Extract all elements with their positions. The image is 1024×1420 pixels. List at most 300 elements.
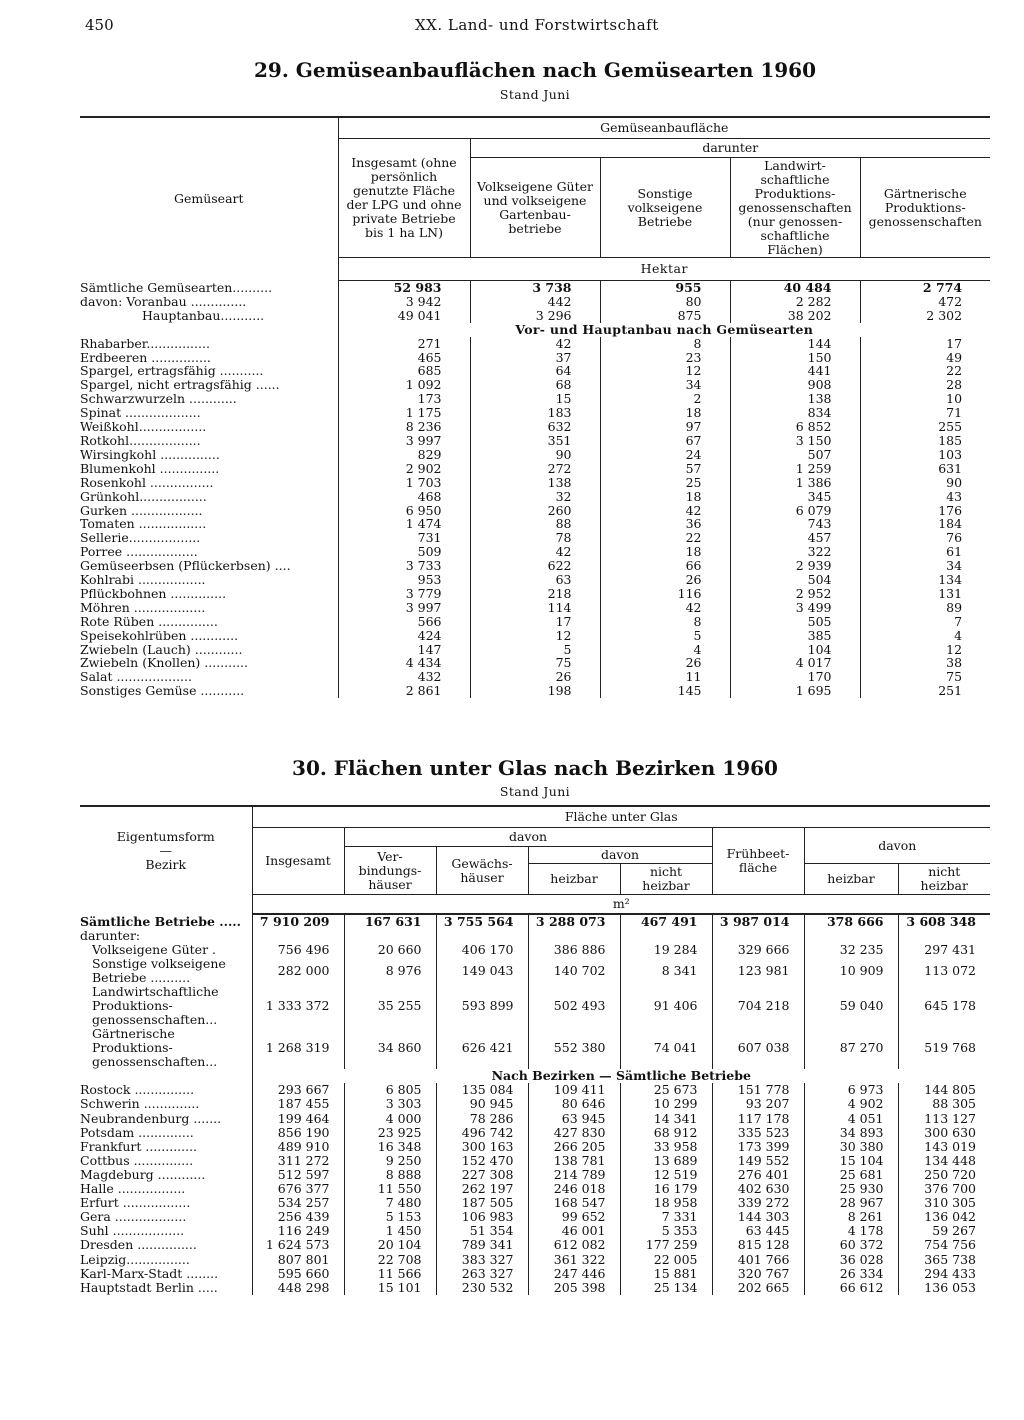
table30-row-header: [80, 806, 252, 895]
table29-row-cell: 908: [730, 378, 860, 392]
table29-row-cell: 89: [860, 601, 990, 615]
table29-row-cell: 6 950: [338, 504, 470, 518]
table29-row-cell: 42: [470, 545, 600, 559]
table29-total-row-cell: 80: [600, 295, 730, 309]
table29-darunter-header: darunter: [470, 139, 990, 158]
table29-total-row-label: Sämtliche Gemüsearten..........: [80, 280, 273, 295]
table30-bezirk-row-label: Rostock ...............: [80, 1083, 195, 1098]
table30-owner-row-cell: 87 270: [804, 1027, 898, 1069]
table30-bezirk-row-cell: 152 470: [436, 1154, 528, 1168]
table30-bezirk-row-cell: 173 399: [712, 1140, 804, 1154]
table30-owner-row-label: Gärtnerische Produktions-genossenschaften...: [92, 1027, 218, 1070]
table29-row-cell: 64: [470, 364, 600, 378]
table30-owner-row-cell: 149 043: [436, 957, 528, 985]
table29-row-cell: 184: [860, 517, 990, 531]
table29-row: [80, 420, 990, 434]
table30-bezirk-row-cell: 227 308: [436, 1168, 528, 1182]
table29-row-header: Gemüseart: [80, 117, 338, 281]
table30-bezirk-row-cell: 109 411: [528, 1083, 620, 1097]
table30-bezirk-row-label: Halle .................: [80, 1182, 186, 1197]
table29-row-cell: 34: [600, 378, 730, 392]
table30-bezirk-row-cell: 136 042: [898, 1210, 990, 1224]
table29-row-cell: 685: [338, 364, 470, 378]
table29-unit: Hektar: [338, 258, 990, 281]
table29-row-cell: 509: [338, 545, 470, 559]
table30-bezirk-row: [80, 1097, 990, 1111]
table30-bezirk-row-cell: 187 455: [252, 1097, 344, 1111]
table29-row-cell: 28: [860, 378, 990, 392]
table29-row-cell: 1 474: [338, 517, 470, 531]
table29-row-cell: 88: [470, 517, 600, 531]
table29-row-cell: 170: [730, 670, 860, 684]
table29-total-row-cell: 2 774: [860, 281, 990, 295]
table29-row: [80, 364, 990, 378]
table30-bezirk-row-cell: 144 303: [712, 1210, 804, 1224]
table29-total-row-cell: 40 484: [730, 281, 860, 295]
table29-total-row-cell: 3 942: [338, 295, 470, 309]
table29-group-header: Gemüseanbaufläche: [338, 117, 990, 139]
table30-bezirk-row-cell: 26 334: [804, 1267, 898, 1281]
table30-bezirk-row: [80, 1253, 990, 1267]
table30-owner-row-cell: 756 496: [252, 943, 344, 957]
table29-row-cell: 42: [470, 337, 600, 351]
table29-row-cell: 25: [600, 476, 730, 490]
table29-row-cell: 17: [860, 337, 990, 351]
table30-bezirk-row-cell: 136 053: [898, 1281, 990, 1295]
table29-row-label: Blumenkohl ...............: [80, 461, 220, 476]
table30-bezirk-row-cell: 361 322: [528, 1253, 620, 1267]
table29-row-cell: 8 236: [338, 420, 470, 434]
table29-row: [80, 656, 990, 670]
table30-bezirk-row-cell: 93 207: [712, 1097, 804, 1111]
table29-row-cell: 260: [470, 504, 600, 518]
table30-bezirk-row-cell: 36 028: [804, 1253, 898, 1267]
table29-row-cell: 90: [860, 476, 990, 490]
chapter-title: XX. Land- und Forstwirtschaft: [415, 16, 659, 34]
table30-bezirk-row-cell: 9 250: [344, 1154, 436, 1168]
table29-row-label: Rhabarber................: [80, 336, 210, 351]
table30-bezirk-row-cell: 8 888: [344, 1168, 436, 1182]
table30-owner-row-cell: 19 284: [620, 943, 712, 957]
table30-bezirk-row-cell: 63 445: [712, 1224, 804, 1238]
table29-row-label: Gurken ..................: [80, 503, 203, 518]
table29-row-cell: 144: [730, 337, 860, 351]
table30-bezirk-row-cell: 12 519: [620, 1168, 712, 1182]
table29-row-cell: 566: [338, 615, 470, 629]
table29-row-label: Rosenkohl ................: [80, 475, 214, 490]
table29-row-cell: 505: [730, 615, 860, 629]
table29-row-cell: 3 150: [730, 434, 860, 448]
table30-owner-row-label: Landwirtschaftliche Produktions-genossenschaften...: [92, 985, 219, 1028]
table30-bezirk-row-cell: 10 299: [620, 1097, 712, 1111]
table30-bezirk-row-cell: 116 249: [252, 1224, 344, 1238]
table30-owner-row-cell: 3 608 348: [898, 914, 990, 929]
table29-row-cell: 75: [860, 670, 990, 684]
table30-bezirk-row-cell: 856 190: [252, 1126, 344, 1140]
table30-bezirk-row-cell: 205 398: [528, 1281, 620, 1295]
table30-owner-row-cell: 1 333 372: [252, 985, 344, 1027]
table29-row: [80, 559, 990, 573]
table30-bezirk-row-cell: 177 259: [620, 1238, 712, 1252]
table29-row-cell: 138: [470, 476, 600, 490]
table30-bezirk-row-cell: 149 552: [712, 1154, 804, 1168]
table29-row: [80, 406, 990, 420]
table30-owner-row-label: darunter:: [80, 929, 141, 944]
table30-owner-row-cell: 59 040: [804, 985, 898, 1027]
table30-bezirk-row-cell: 4 178: [804, 1224, 898, 1238]
table30-bezirk-row-cell: 106 983: [436, 1210, 528, 1224]
table30-owner-row-cell: 704 218: [712, 985, 804, 1027]
table30-owner-row-cell: [436, 929, 528, 943]
table30-col-nicht-heizbar-1: nicht heizbar: [620, 864, 712, 895]
table30-bezirk-row-cell: 376 700: [898, 1182, 990, 1196]
table30-bezirk-row-cell: 59 267: [898, 1224, 990, 1238]
page-header: [85, 16, 990, 40]
table29-row-cell: 78: [470, 531, 600, 545]
table29-row-cell: 345: [730, 490, 860, 504]
table29-row-cell: 63: [470, 573, 600, 587]
table29-row-cell: 26: [600, 656, 730, 670]
table29-row-cell: 114: [470, 601, 600, 615]
table30-bezirk-row-cell: 276 401: [712, 1168, 804, 1182]
table30-col-heizbar-1: heizbar: [528, 864, 620, 895]
table30-owner-row-cell: 607 038: [712, 1027, 804, 1069]
table30-owner-row-cell: 123 981: [712, 957, 804, 985]
table30-owner-row-cell: 3 755 564: [436, 914, 528, 929]
table29-row-label: Wirsingkohl ...............: [80, 447, 220, 462]
table29-total-row: [80, 309, 990, 323]
table30-bezirk-row: [80, 1182, 990, 1196]
table30-col-verbindung: Ver-bindungs-häuser: [344, 847, 436, 895]
table30-bezirk-row-cell: 51 354: [436, 1224, 528, 1238]
table30-bezirk-row-cell: 202 665: [712, 1281, 804, 1295]
table30-col-gewaechs: Gewächs-häuser: [436, 847, 528, 895]
table30-bezirk-row-cell: 25 930: [804, 1182, 898, 1196]
table30-title: 30. Flächen unter Glas nach Bezirken 1960: [292, 756, 778, 780]
table29-col-gpg: Gärtnerische Produktions-genossenschaften: [860, 158, 990, 258]
table29-row-cell: 18: [600, 490, 730, 504]
table30-owner-row-cell: [898, 929, 990, 943]
table29-row-cell: 23: [600, 351, 730, 365]
table29-row-cell: 66: [600, 559, 730, 573]
table30-owner-row-cell: 329 666: [712, 943, 804, 957]
table30-bezirk-row-cell: 320 767: [712, 1267, 804, 1281]
table30-bezirk-row-cell: 6 973: [804, 1083, 898, 1097]
table29-row-cell: 103: [860, 448, 990, 462]
table30-bezirk-row-cell: 13 689: [620, 1154, 712, 1168]
table29-row-cell: 147: [338, 643, 470, 657]
table29-row-cell: 97: [600, 420, 730, 434]
table29-row-cell: 67: [600, 434, 730, 448]
table30-bezirk-row-label: Cottbus ...............: [80, 1153, 194, 1168]
table30-owner-row-cell: 467 491: [620, 914, 712, 929]
table30-bezirk-row-label: Schwerin ..............: [80, 1097, 200, 1112]
table30-bezirk-row-label: Magdeburg ............: [80, 1167, 206, 1182]
table30-bezirk-row: [80, 1154, 990, 1168]
table29-total-row-cell: 38 202: [730, 309, 860, 323]
table30-row-header-2: Bezirk: [145, 856, 187, 872]
table30-owner-row: [80, 914, 990, 929]
table29-row-cell: 183: [470, 406, 600, 420]
table30-davon-1: davon: [344, 828, 712, 847]
table30-bezirk-row-cell: 815 128: [712, 1238, 804, 1252]
table29-col-insgesamt: Insgesamt (ohne persönlich genutzte Fläche der LPG und ohne private Betriebe bis 1 ha LN): [338, 139, 470, 258]
table30-bezirk-row-cell: 113 127: [898, 1112, 990, 1126]
table29-row-cell: 22: [600, 531, 730, 545]
table29-total-row-cell: 2 282: [730, 295, 860, 309]
table30-group-header: Fläche unter Glas: [252, 806, 990, 828]
table29-row-cell: 504: [730, 573, 860, 587]
table29-row-label: Kohlrabi .................: [80, 573, 206, 587]
table29-row: [80, 476, 990, 490]
table30-owner-row-cell: 8 341: [620, 957, 712, 985]
table30-bezirk-row-cell: 7 331: [620, 1210, 712, 1224]
table30-bezirk-row-cell: 22 005: [620, 1253, 712, 1267]
table29-row: [80, 684, 990, 698]
table29-row: [80, 545, 990, 559]
table29-row: [80, 378, 990, 392]
table29-row-cell: 2 861: [338, 684, 470, 698]
table30-bezirk-row-cell: 8 261: [804, 1210, 898, 1224]
table30-bezirk-row-cell: 25 673: [620, 1083, 712, 1097]
table30-owner-row-cell: 1 268 319: [252, 1027, 344, 1069]
table29-row: [80, 670, 990, 684]
table30-bezirk-row-cell: 117 178: [712, 1112, 804, 1126]
table29-row-cell: 42: [600, 601, 730, 615]
table29-row: [80, 504, 990, 518]
table29-row-cell: 468: [338, 490, 470, 504]
table30-bezirk-row-cell: 25 681: [804, 1168, 898, 1182]
table29-row-cell: 43: [860, 490, 990, 504]
table30-bezirk-row-cell: 266 205: [528, 1140, 620, 1154]
table30-col-insgesamt: Insgesamt: [252, 828, 344, 895]
table29-row-label: Sellerie..................: [80, 531, 201, 546]
table29-row-cell: 1 092: [338, 378, 470, 392]
table30-bezirk-row-label: Potsdam ..............: [80, 1125, 194, 1140]
table29-row-cell: 834: [730, 406, 860, 420]
table30-bezirk-row-cell: 25 134: [620, 1281, 712, 1295]
table29-row: [80, 531, 990, 545]
table30-col-heizbar-2: heizbar: [804, 864, 898, 895]
table30-bezirk-row-cell: 311 272: [252, 1154, 344, 1168]
table30-bezirk-row-cell: 63 945: [528, 1112, 620, 1126]
page-number: 450: [85, 16, 114, 34]
table29-row-label: Tomaten .................: [80, 517, 207, 532]
table29-row-cell: 385: [730, 629, 860, 643]
table30-bezirk-row-cell: 4 902: [804, 1097, 898, 1111]
table30-bezirk-row-cell: 230 532: [436, 1281, 528, 1295]
table30-bezirk-row-label: Suhl ..................: [80, 1224, 185, 1239]
table30-owner-row-cell: 406 170: [436, 943, 528, 957]
table30-bezirk-row-cell: 4 000: [344, 1112, 436, 1126]
table30-owner-row-cell: [344, 929, 436, 943]
table30-bezirk-row-cell: 15 101: [344, 1281, 436, 1295]
table29-row-cell: 3 733: [338, 559, 470, 573]
table30-bezirk-row-cell: 99 652: [528, 1210, 620, 1224]
table30-owner-row-cell: 74 041: [620, 1027, 712, 1069]
table30-bezirk-row: [80, 1224, 990, 1238]
table29-row: [80, 392, 990, 406]
table30-bezirk-row-cell: 214 789: [528, 1168, 620, 1182]
table30-owner-row: [80, 957, 990, 985]
table30-bezirk-row-cell: 14 341: [620, 1112, 712, 1126]
table29-row-cell: 272: [470, 462, 600, 476]
table30-bezirk-row-cell: 138 781: [528, 1154, 620, 1168]
table30-bezirk-row-cell: 789 341: [436, 1238, 528, 1252]
table29-row-cell: 743: [730, 517, 860, 531]
table29-row-cell: 42: [600, 504, 730, 518]
table29-row-cell: 68: [470, 378, 600, 392]
table30-bezirk-row-cell: 1 624 573: [252, 1238, 344, 1252]
table30-bezirk-row-cell: 11 566: [344, 1267, 436, 1281]
table30-owner-row-cell: 552 380: [528, 1027, 620, 1069]
table29-row-cell: 457: [730, 531, 860, 545]
table30-bezirk-row-cell: 168 547: [528, 1196, 620, 1210]
table30-bezirk-row-cell: 23 925: [344, 1126, 436, 1140]
table30-bezirk-row-cell: 33 958: [620, 1140, 712, 1154]
table29-row-cell: 116: [600, 587, 730, 601]
table29-row-cell: 4: [600, 643, 730, 657]
table29-row-cell: 2: [600, 392, 730, 406]
table30-owner-row-cell: [620, 929, 712, 943]
table29-total-row-cell: 52 983: [338, 281, 470, 295]
table30-owner-row-label: Sämtliche Betriebe .....: [80, 914, 242, 929]
table30-bezirk-row-cell: 256 439: [252, 1210, 344, 1224]
table29-row-cell: 5: [600, 629, 730, 643]
table29: [80, 116, 990, 698]
table29-row-cell: 632: [470, 420, 600, 434]
table29-row-cell: 18: [600, 406, 730, 420]
table30-subtitle: Stand Juni: [499, 784, 571, 799]
table30-row-header-dash: —: [159, 842, 172, 858]
table29-total-row-cell: 442: [470, 295, 600, 309]
table30-row-header-1: Eigentumsform: [116, 828, 215, 844]
table30-owner-row: [80, 1027, 990, 1069]
table30-bezirk-row-cell: 263 327: [436, 1267, 528, 1281]
table29-row-cell: 76: [860, 531, 990, 545]
table30-owner-row-label: Volkseigene Güter .: [92, 943, 216, 958]
table30-bezirk-row-cell: 143 019: [898, 1140, 990, 1154]
table29-row-cell: 12: [860, 643, 990, 657]
table29-row-cell: 173: [338, 392, 470, 406]
table29-row: [80, 615, 990, 629]
table29-row-cell: 322: [730, 545, 860, 559]
table30-bezirk-row-label: Leipzig................: [80, 1252, 190, 1267]
table30-bezirk-row-label: Hauptstadt Berlin .....: [80, 1280, 218, 1295]
table30-bezirk-row-cell: 7 480: [344, 1196, 436, 1210]
table30-owner-row-cell: 519 768: [898, 1027, 990, 1069]
table30-bezirk-row-cell: 46 001: [528, 1224, 620, 1238]
table29-row-label: Grünkohl.................: [80, 489, 207, 504]
table29-row-cell: 71: [860, 406, 990, 420]
table29-row: [80, 490, 990, 504]
table29-row-cell: 3 997: [338, 601, 470, 615]
table29-row-cell: 198: [470, 684, 600, 698]
table30-bezirk-row-cell: 262 197: [436, 1182, 528, 1196]
table30-bezirk-row-cell: 15 104: [804, 1154, 898, 1168]
table30-bezirk-row-cell: 401 766: [712, 1253, 804, 1267]
table29-row-cell: 424: [338, 629, 470, 643]
table30-bezirk-row-cell: 16 348: [344, 1140, 436, 1154]
table30-bezirk-row-cell: 144 805: [898, 1083, 990, 1097]
table29-total-row-cell: 955: [600, 281, 730, 295]
table30-owner-row-cell: 140 702: [528, 957, 620, 985]
table30-owner-row-cell: 10 909: [804, 957, 898, 985]
table29-row-cell: 32: [470, 490, 600, 504]
table29-total-row-label: Hauptanbau...........: [142, 308, 265, 323]
table29-row-cell: 4: [860, 629, 990, 643]
table30-bezirk-row: [80, 1210, 990, 1224]
table29-row-cell: 104: [730, 643, 860, 657]
table29-row-label: Rote Rüben ...............: [80, 614, 218, 629]
table30-owner-row-cell: 3 987 014: [712, 914, 804, 929]
table29-row-label: Spinat ...................: [80, 406, 201, 421]
table29-row-cell: 251: [860, 684, 990, 698]
table30-bezirk-row: [80, 1267, 990, 1281]
table30-owner-row: [80, 985, 990, 1027]
table30-bezirk-row: [80, 1196, 990, 1210]
table29-total-row-cell: 2 302: [860, 309, 990, 323]
table29-row-cell: 24: [600, 448, 730, 462]
table29-row: [80, 351, 990, 365]
table29-row-cell: 1 703: [338, 476, 470, 490]
table29-row-cell: 953: [338, 573, 470, 587]
table30-bezirk-row-cell: 1 450: [344, 1224, 436, 1238]
table29-row-cell: 18: [600, 545, 730, 559]
table29-col-volkseigene-gueter: Volkseigene Güter und volkseigene Gartenbau-betriebe: [470, 158, 600, 258]
table29-row-cell: 61: [860, 545, 990, 559]
table29-row-cell: 34: [860, 559, 990, 573]
table30-owner-row-label: Sonstige volkseigene Betriebe ..........: [92, 957, 226, 986]
table30-bezirk-row-cell: 383 327: [436, 1253, 528, 1267]
table30-bezirk-row-cell: 534 257: [252, 1196, 344, 1210]
table29-row-label: Salat ...................: [80, 670, 192, 685]
table29-row-cell: 507: [730, 448, 860, 462]
table29-row-cell: 131: [860, 587, 990, 601]
table30-bezirk-row-cell: 30 380: [804, 1140, 898, 1154]
table29-row-cell: 622: [470, 559, 600, 573]
table29-row-cell: 8: [600, 337, 730, 351]
table29-row: [80, 448, 990, 462]
table29-row-cell: 2 902: [338, 462, 470, 476]
table30-bezirk-row-cell: 246 018: [528, 1182, 620, 1196]
table30-bezirk-row: [80, 1126, 990, 1140]
table29-row-cell: 12: [600, 364, 730, 378]
table30-bezirk-row-cell: 80 646: [528, 1097, 620, 1111]
table29-row-label: Zwiebeln (Knollen) ...........: [80, 656, 248, 671]
table30-owner-row-cell: 113 072: [898, 957, 990, 985]
table29-row: [80, 643, 990, 657]
table29-total-row-cell: 3 738: [470, 281, 600, 295]
table30-bezirk-row-cell: 489 910: [252, 1140, 344, 1154]
table30: [80, 805, 990, 1295]
table29-row-cell: 5: [470, 643, 600, 657]
table29-row-label: Schwarzwurzeln ............: [80, 392, 237, 407]
table29-row-cell: 1 259: [730, 462, 860, 476]
table30-owner-row-cell: 32 235: [804, 943, 898, 957]
table30-bezirk-row-cell: 300 163: [436, 1140, 528, 1154]
table29-total-row: [80, 295, 990, 309]
table29-row-cell: 271: [338, 337, 470, 351]
table29-row-cell: 138: [730, 392, 860, 406]
table30-owner-row-cell: 282 000: [252, 957, 344, 985]
table29-total-row-cell: 875: [600, 309, 730, 323]
table29-row-label: Gemüseerbsen (Pflückerbsen) ....: [80, 559, 291, 574]
table30-davon-3: davon: [804, 828, 990, 864]
table30-bezirk-row-label: Neubrandenburg .......: [80, 1111, 222, 1126]
table30-owner-row-cell: 7 910 209: [252, 914, 344, 929]
table30-bezirk-row-cell: 5 353: [620, 1224, 712, 1238]
